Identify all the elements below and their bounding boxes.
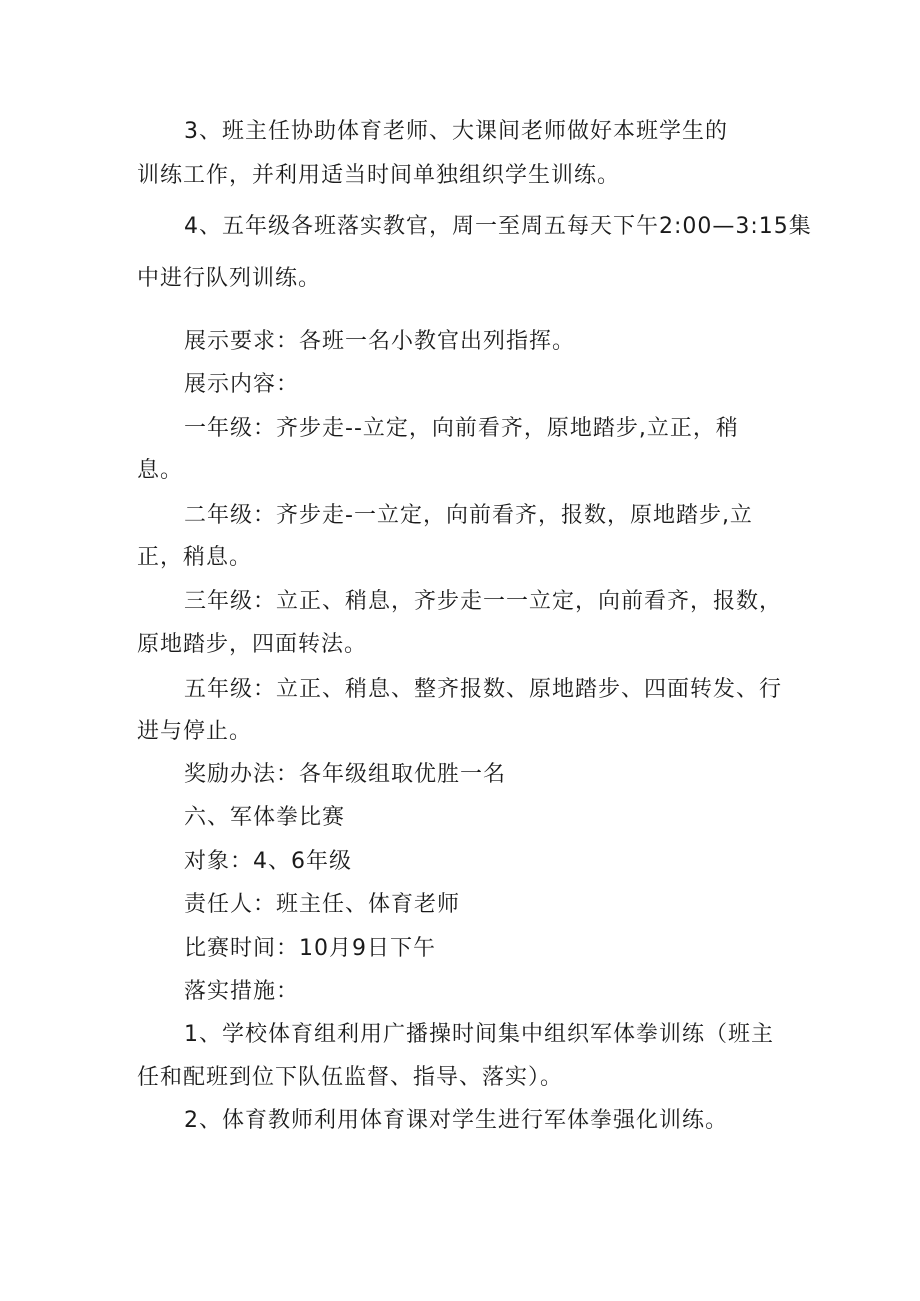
text-line: 训练工作，并利用适当时间单独组织学生训练。 [137,163,621,188]
text-line: 比赛时间：10月9日下午 [184,936,436,961]
text-line: 息。 [137,458,184,483]
text-line: 3、班主任协助体育老师、大课间老师做好本班学生的 [184,119,728,144]
text-line: 对象：4、6年级 [184,849,352,874]
text-line: 责任人：班主任、体育老师 [184,892,461,917]
text-line: 六、军体拳比赛 [184,805,346,830]
text-line: 正，稍息。 [137,545,253,570]
text-line: 五年级：立正、稍息、整齐报数、原地踏步、四面转发、行 [184,677,783,702]
text-line: 2、体育教师利用体育课对学生进行军体拳强化训练。 [184,1108,728,1133]
text-line: 进与停止。 [137,719,253,744]
text-line: 1、学校体育组利用广播操时间集中组织军体拳训练（班主 [184,1022,774,1047]
text-line: 落实措施： [184,979,300,1004]
text-line: 一年级：齐步走--立定，向前看齐，原地踏步,立正，稍 [184,416,739,441]
text-line: 中进行队列训练。 [137,266,322,291]
text-line: 4、五年级各班落实教官，周一至周五每天下午2:00—3:15集 [184,214,812,239]
text-line: 二年级：齐步走-一立定，向前看齐，报数，原地踏步,立 [184,503,753,528]
text-line: 任和配班到位下队伍监督、指导、落实）。 [137,1065,564,1090]
text-line: 展示内容： [184,372,300,397]
text-line: 三年级：立正、稍息，齐步走一一立定，向前看齐，报数， [184,589,783,614]
text-line: 奖励办法：各年级组取优胜一名 [184,762,507,787]
text-line: 原地踏步，四面转法。 [137,632,368,657]
text-line: 展示要求：各班一名小教官出列指挥。 [184,329,576,354]
